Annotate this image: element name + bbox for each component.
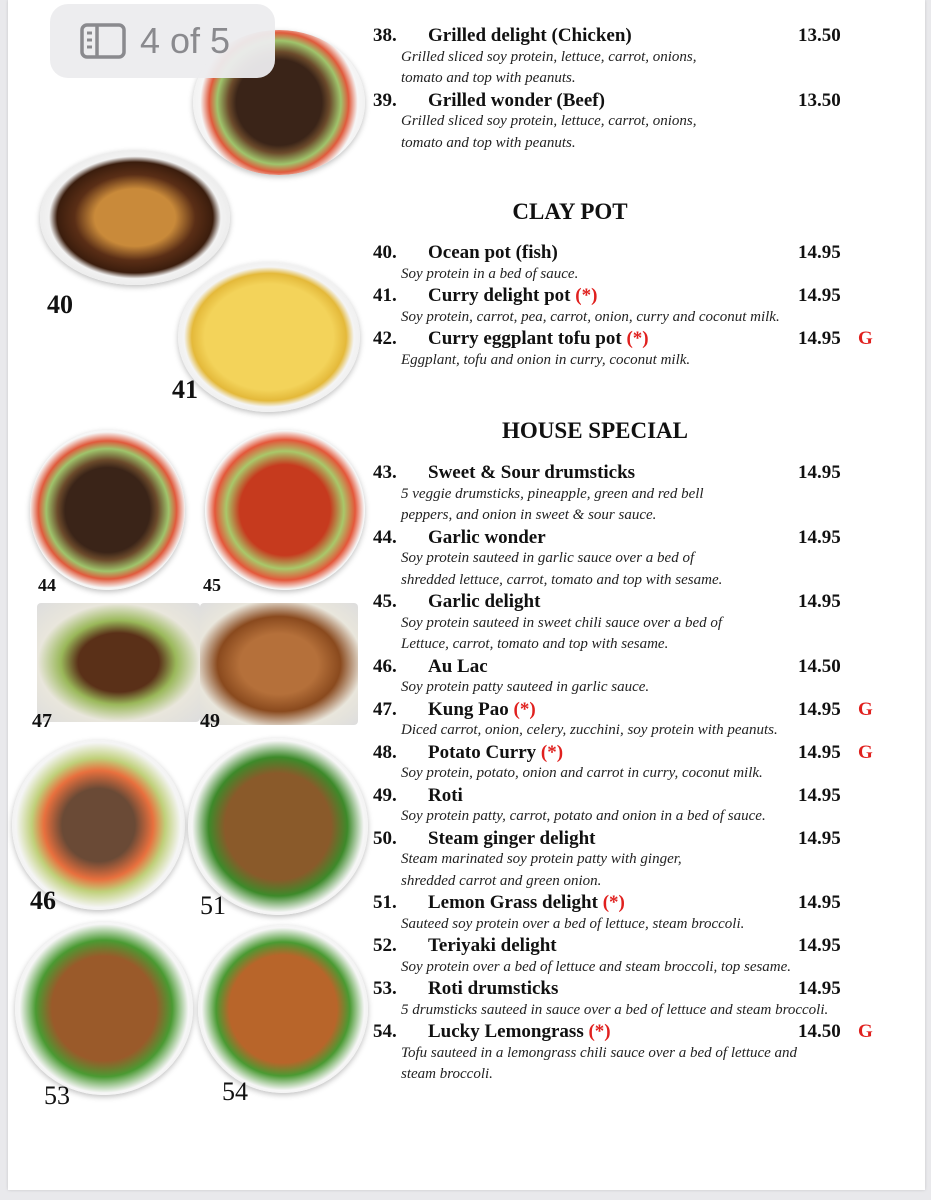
menu-item-header — [373, 656, 893, 678]
menu-item — [373, 785, 893, 828]
menu-item-header — [373, 462, 893, 484]
gluten-free-marker: G — [858, 698, 873, 720]
menu-item-header — [373, 785, 893, 807]
menu-group-clay-pot — [373, 242, 893, 371]
item-description: Soy protein, carrot, pea, carrot, onion, curry and coconut milk. — [401, 308, 780, 325]
item-price: 14.95 — [798, 741, 841, 763]
item-number: 54. — [373, 1021, 397, 1042]
item-number: 39. — [373, 89, 397, 111]
item-price: 14.95 — [798, 827, 841, 849]
item-description: 5 veggie drumsticks, pineapple, green and red bell peppers, and onion in sweet & sour sauce. — [401, 485, 704, 523]
section-heading-clay-pot: CLAY POT — [512, 199, 628, 224]
menu-item — [373, 699, 893, 742]
item-number: 44. — [373, 526, 397, 548]
item-name-wrap — [428, 285, 597, 307]
spicy-marker: (*) — [588, 1021, 611, 1042]
item-name: Ocean pot (fish) — [428, 242, 558, 263]
spicy-marker: (*) — [602, 892, 625, 913]
item-name: Potato Curry — [428, 741, 537, 763]
menu-item — [373, 328, 893, 371]
menu-item-header — [373, 828, 893, 850]
item-description: Soy protein over a bed of lettuce and steam broccoli, top sesame. — [401, 958, 792, 975]
spicy-marker: (*) — [626, 328, 649, 349]
item-number: 40. — [373, 242, 397, 263]
item-name: Curry eggplant tofu pot — [428, 328, 622, 349]
item-number: 46. — [373, 655, 397, 677]
item-description: Soy protein sauteed in sweet chili sauce over a bed of Lettuce, carrot, tomato and top with sesame. — [401, 614, 723, 652]
item-name-wrap — [428, 1021, 611, 1043]
item-price: 14.95 — [798, 892, 841, 913]
gluten-free-marker: G — [858, 1021, 873, 1042]
item-number: 50. — [373, 827, 397, 849]
item-price: 13.50 — [798, 89, 841, 111]
menu-item-header — [373, 285, 893, 307]
gluten-free-marker: G — [858, 328, 873, 349]
item-name: Roti drumsticks — [428, 978, 559, 999]
menu-item — [373, 656, 893, 699]
item-name-wrap — [428, 742, 563, 764]
item-name-wrap — [428, 828, 595, 850]
item-price: 14.95 — [798, 242, 841, 263]
menu-item-header — [373, 1021, 893, 1043]
item-name-wrap — [428, 935, 557, 957]
item-price: 14.95 — [798, 935, 841, 956]
menu-item-header — [373, 591, 893, 613]
item-description: Soy protein, potato, onion and carrot in curry, coconut milk. — [401, 765, 763, 781]
photo-label: 46 — [30, 886, 56, 915]
menu-item-header — [373, 25, 893, 47]
item-number: 43. — [373, 462, 397, 483]
photo-label: 49 — [200, 710, 220, 732]
dish-photo-47 — [37, 603, 200, 722]
sidebar-icon — [80, 23, 126, 59]
menu-item — [373, 935, 893, 978]
item-name-wrap — [428, 462, 635, 484]
section-heading-house-special: HOUSE SPECIAL — [502, 418, 688, 443]
menu-group-house-special — [373, 462, 893, 1086]
menu-item — [373, 591, 893, 656]
menu-item-header — [373, 978, 893, 1000]
item-name: Teriyaki delight — [428, 935, 557, 956]
item-description: Soy protein in a bed of sauce. — [401, 265, 579, 282]
photo-label: 44 — [38, 575, 56, 595]
item-description: Eggplant, tofu and onion in curry, coconut milk. — [401, 351, 691, 368]
item-number: 47. — [373, 698, 397, 720]
item-price: 14.95 — [798, 526, 841, 548]
item-description: Soy protein patty sauteed in garlic sauce. — [401, 679, 650, 695]
item-price: 14.95 — [798, 462, 841, 483]
item-name-wrap — [428, 591, 540, 613]
item-price: 14.50 — [798, 655, 841, 677]
item-description: Steam marinated soy protein patty with ginger, shredded carrot and green onion. — [401, 851, 682, 889]
menu-item-header — [373, 328, 893, 350]
item-price: 14.95 — [798, 784, 841, 806]
menu-item-header — [373, 242, 893, 264]
photo-label: 51 — [200, 891, 226, 920]
item-description: Soy protein patty, carrot, potato and onion in a bed of sauce. — [401, 808, 766, 824]
item-number: 52. — [373, 935, 397, 956]
item-name-wrap — [428, 892, 625, 914]
item-price: 14.95 — [798, 328, 841, 349]
item-description: Grilled sliced soy protein, lettuce, carrot, onions, tomato and top with peanuts. — [401, 48, 697, 86]
item-name: Kung Pao — [428, 698, 509, 720]
item-name: Garlic wonder — [428, 526, 546, 548]
page-indicator-label: 4 of 5 — [140, 20, 231, 61]
item-name-wrap — [428, 978, 558, 1000]
item-name-wrap — [428, 527, 546, 549]
photo-label: 53 — [44, 1081, 70, 1110]
spicy-marker: (*) — [513, 698, 536, 720]
spicy-marker: (*) — [575, 285, 598, 306]
item-description: Diced carrot, onion, celery, zucchini, soy protein with peanuts. — [401, 722, 778, 738]
menu-item-header — [373, 742, 893, 764]
dish-photo-49 — [200, 603, 358, 725]
item-number: 49. — [373, 784, 397, 806]
menu-item — [373, 285, 893, 328]
menu-item — [373, 828, 893, 893]
gluten-free-marker: G — [858, 741, 873, 763]
photo-label: 41 — [172, 375, 198, 404]
menu-group-grilled — [373, 25, 893, 154]
item-name-wrap — [428, 242, 558, 264]
item-price: 14.95 — [798, 978, 841, 999]
item-name: Sweet & Sour drumsticks — [428, 462, 636, 483]
item-number: 45. — [373, 591, 397, 612]
item-number: 38. — [373, 25, 397, 46]
item-number: 42. — [373, 328, 397, 349]
menu-item — [373, 527, 893, 592]
menu-item-header — [373, 90, 893, 112]
menu-item — [373, 25, 893, 90]
item-price: 14.95 — [798, 698, 841, 720]
dish-photo-46 — [12, 740, 185, 910]
item-name: Roti — [428, 784, 463, 806]
menu-item — [373, 742, 893, 785]
item-number: 53. — [373, 978, 397, 999]
menu-item — [373, 242, 893, 285]
spicy-marker: (*) — [540, 741, 564, 763]
dish-photo-45 — [205, 430, 365, 590]
item-name-wrap — [428, 90, 605, 112]
photo-label: 47 — [32, 710, 52, 732]
item-name: Garlic delight — [428, 591, 541, 612]
page-indicator-badge[interactable] — [50, 4, 275, 78]
menu-item-header — [373, 892, 893, 914]
item-price: 13.50 — [798, 25, 841, 46]
item-name: Lucky Lemongrass — [428, 1021, 584, 1042]
menu-item — [373, 892, 893, 935]
item-name: Curry delight pot — [428, 285, 571, 306]
dish-photo-53 — [15, 922, 193, 1095]
dish-photo-41 — [178, 262, 360, 412]
item-name: Lemon Grass delight — [428, 892, 598, 913]
item-number: 51. — [373, 892, 397, 913]
item-name-wrap — [428, 328, 649, 350]
item-description: Soy protein sauteed in garlic sauce over a bed of shredded lettuce, carrot, tomato and top with sesame. — [401, 550, 723, 588]
item-name: Au Lac — [428, 655, 488, 677]
item-description: Grilled sliced soy protein, lettuce, carrot, onions, tomato and top with peanuts. — [401, 113, 697, 151]
menu-item — [373, 90, 893, 155]
dish-photo-54 — [198, 925, 368, 1093]
item-number: 48. — [373, 741, 397, 763]
menu-item-header — [373, 935, 893, 957]
item-name-wrap — [428, 785, 463, 807]
item-price: 14.50 — [798, 1021, 841, 1042]
item-number: 41. — [373, 285, 397, 306]
item-name-wrap — [428, 699, 536, 721]
item-name: Grilled wonder (Beef) — [428, 89, 605, 111]
item-name-wrap — [428, 656, 488, 678]
item-price: 14.95 — [798, 591, 841, 612]
item-price: 14.95 — [798, 285, 841, 306]
photo-label: 45 — [203, 575, 221, 595]
photo-label: 40 — [47, 290, 73, 319]
dish-photo-44 — [30, 430, 185, 590]
item-name: Steam ginger delight — [428, 827, 596, 849]
menu-item — [373, 978, 893, 1021]
item-description: 5 drumsticks sauteed in sauce over a bed of lettuce and steam broccoli. — [401, 1001, 829, 1018]
menu-item-header — [373, 699, 893, 721]
menu-item-header — [373, 527, 893, 549]
menu-item — [373, 462, 893, 527]
menu-page — [8, 0, 925, 1190]
item-description: Tofu sauteed in a lemongrass chili sauce over a bed of lettuce and steam broccoli. — [401, 1044, 798, 1082]
photo-label: 54 — [222, 1077, 248, 1106]
item-name: Grilled delight (Chicken) — [428, 25, 632, 46]
dish-photo-40 — [40, 150, 230, 285]
item-name-wrap — [428, 25, 632, 47]
dish-photo-51 — [188, 738, 368, 915]
menu-item — [373, 1021, 893, 1086]
item-description: Sauteed soy protein over a bed of lettuce, steam broccoli. — [401, 915, 745, 932]
